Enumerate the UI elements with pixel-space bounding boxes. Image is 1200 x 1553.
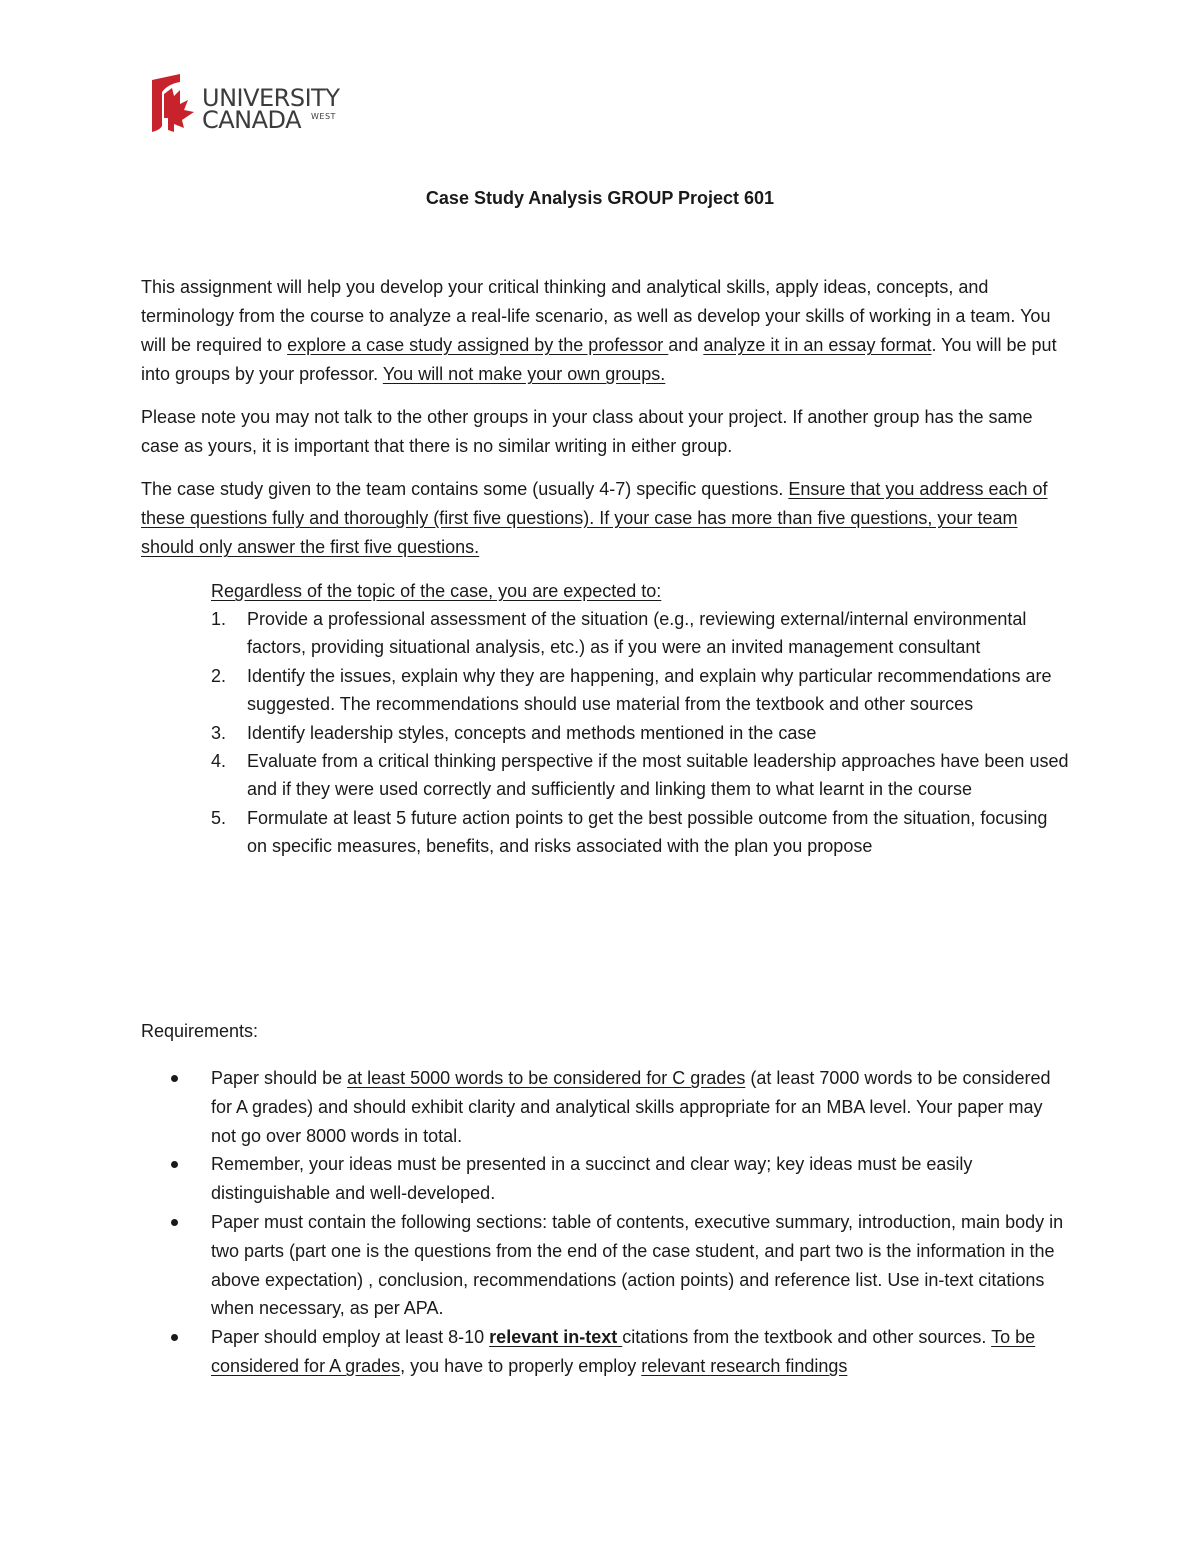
requirement-text: , you have to properly employ [400, 1355, 642, 1376]
document-title: Case Study Analysis GROUP Project 601 [425, 188, 775, 208]
intro-text: . You will be put into groups by your professor. [141, 335, 1057, 384]
list-item [211, 1064, 1071, 1150]
list-item [211, 605, 1071, 662]
bullet-icon [171, 1219, 178, 1226]
logo-line-canada: CANADA [202, 106, 302, 134]
intro-paragraph-2: Please note you may not talk to the other groups in your class about your project. If another group has the same case as yours, it is important that there is no similar writing in either group. [141, 407, 1033, 456]
logo-line-university: UNIVERSITY [202, 84, 340, 112]
list-item [211, 1208, 1071, 1323]
requirement-text: Paper must contain the following sections: table of contents, executive summary, introduction, main body in two parts (part one is the questions from the end of the case student, and part two is the information in the above expectation) , conclusion, recommendations (action points) and reference list. Use in-text citations when necessary, as per APA. [211, 1211, 1064, 1319]
intro-paragraph-3 [141, 475, 1061, 562]
bullet-icon [171, 1161, 178, 1168]
requirements-list [211, 1064, 1071, 1381]
list-item [211, 1323, 1071, 1381]
requirement-bold-underline: relevant in-text [489, 1327, 623, 1348]
expectations-list [211, 605, 1071, 861]
list-item [211, 1150, 1071, 1208]
list-number: 4. [211, 751, 227, 772]
requirement-text: Remember, your ideas must be presented in a succinct and clear way; key ideas must be easily distinguishable and well-developed. [211, 1154, 973, 1204]
intro-paragraph-1 [141, 273, 1061, 389]
list-number: 2. [211, 665, 227, 686]
requirement-text: citations from the textbook and other sources. [622, 1327, 992, 1348]
maple-leaf-icon [150, 74, 196, 132]
bullet-icon [171, 1334, 178, 1341]
requirement-underline: To be considered for A grades [211, 1327, 1036, 1376]
list-number: 1. [211, 609, 227, 629]
intro-text: and [668, 335, 704, 355]
list-item [211, 662, 1071, 719]
intro-text: This assignment will help you develop your critical thinking and analytical skills, apply ideas, concepts, and terminology from the course to analyze a real-life scenario, as well as develop your skills of working in a team. You will be required to [141, 277, 1051, 355]
logo-line-west: WEST [311, 112, 336, 121]
requirements-heading: Requirements: [141, 1021, 259, 1041]
list-item [211, 719, 1071, 747]
intro-underline-essay: analyze it in an essay format [703, 335, 932, 355]
intro-text: The case study given to the team contains some (usually 4-7) specific questions. [141, 479, 789, 499]
list-item [211, 804, 1071, 861]
list-item-text: Identify the issues, explain why they are happening, and explain why particular recommendations are suggested. The recommendations should use material from the textbook and other sources [247, 665, 1052, 715]
requirement-text: (at least 7000 words to be considered for A grades) and should exhibit clarity and analytical skills appropriate for an MBA level. Your paper may not go over 8000 words in total. [211, 1068, 1051, 1146]
list-item-text: Identify leadership styles, concepts and methods mentioned in the case [247, 722, 817, 743]
list-number: 3. [211, 722, 227, 743]
requirement-text: Paper should be [211, 1068, 348, 1088]
list-number: 5. [211, 807, 227, 828]
bullet-icon [171, 1075, 178, 1082]
expectations-heading: Regardless of the topic of the case, you are expected to: [211, 581, 662, 601]
intro-underline-groups: You will not make your own groups. [382, 364, 666, 384]
requirement-underline: relevant research findings [641, 1355, 848, 1376]
requirement-underline: at least 5000 words to be considered for C grades [347, 1068, 746, 1088]
list-item-text: Provide a professional assessment of the situation (e.g., reviewing external/internal environmental factors, providing situational analysis, etc.) as if you were an invited management consultant [247, 609, 1027, 658]
university-logo [150, 74, 350, 136]
list-item [211, 747, 1071, 804]
intro-underline-case-study: explore a case study assigned by the professor [287, 335, 669, 355]
requirement-text: Paper should employ at least 8-10 [211, 1327, 490, 1348]
list-item-text: Formulate at least 5 future action points to get the best possible outcome from the situation, focusing on specific measures, benefits, and risks associated with the plan you propose [247, 807, 1048, 857]
list-item-text: Evaluate from a critical thinking perspective if the most suitable leadership approaches have been used and if they were used correctly and sufficiently and linking them to what learnt in the course [247, 751, 1069, 800]
intro-underline-questions: Ensure that you address each of these questions fully and thoroughly (first five questions). If your case has more than five questions, your team should only answer the first five questions. [141, 479, 1048, 557]
